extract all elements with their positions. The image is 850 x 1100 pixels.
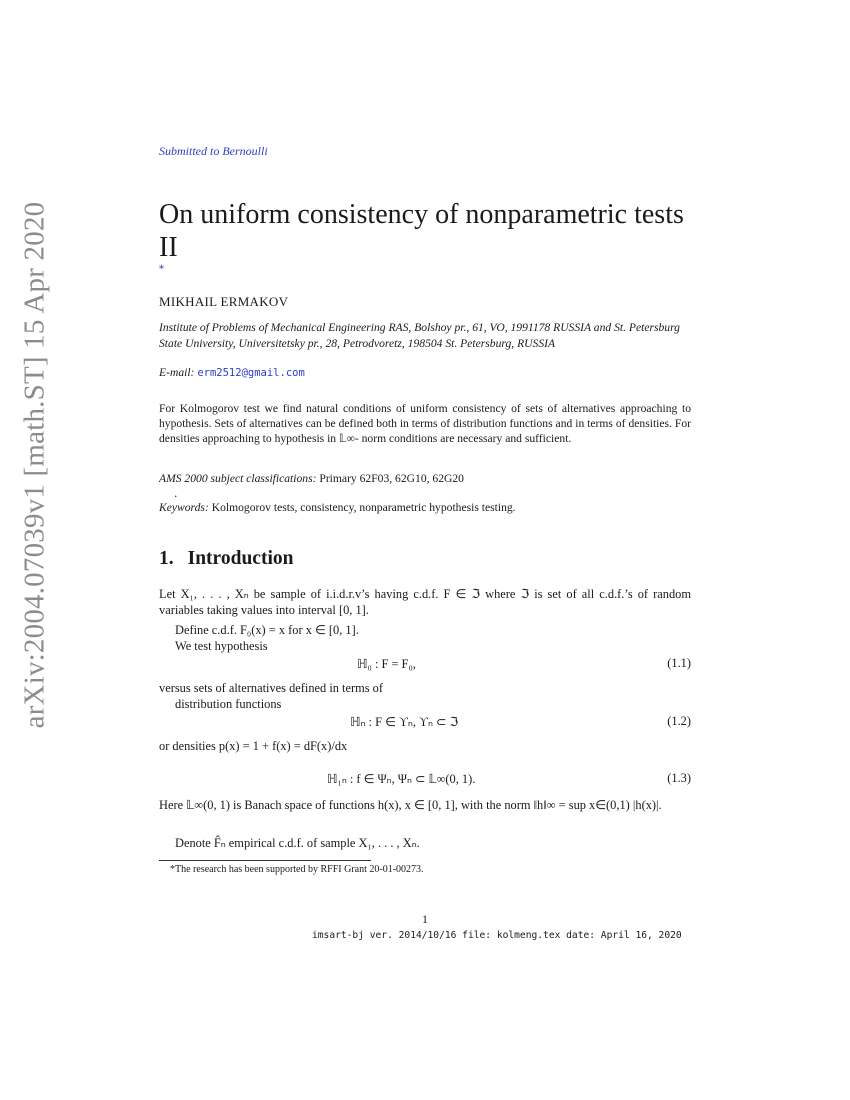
author-email [159,366,305,379]
paper-title: On uniform consistency of nonparametric tests II [159,199,684,263]
arxiv-id-text: arXiv:2004.07039v1 [math.ST] 15 Apr 2020 [18,201,51,729]
submitted-to-link[interactable]: Submitted to Bernoulli [159,144,268,158]
equation-1-3: ℍ₁ₙ : f ∈ Ψₙ, Ψₙ ⊂ 𝕃∞(0, 1). [327,772,476,786]
paragraph-setup: Let X₁, . . . , Xₙ be sample of i.i.d.r.v’s having c.d.f. F ∈ ℑ where ℑ is set of all c.d.f.’s of random variables taking values into interval [0, 1]. [159,587,691,617]
keywords-label: Keywords: [159,501,209,514]
keywords [159,501,516,514]
equation-1-2: ℍₙ : F ∈ ϒₙ, ϒₙ ⊂ ℑ [350,715,459,729]
paragraph-banach-space: Here 𝕃∞(0, 1) is Banach space of functions h(x), x ∈ [0, 1], with the norm ‖h‖∞ = sup x∈(0,1) |h(x)|. [159,798,662,812]
paragraph-distribution-functions: distribution functions [175,697,282,711]
footnote-rule [159,860,371,861]
arxiv-sidebar-stamp [10,0,60,1100]
ams-value: Primary 62F03, 62G10, 62G20 [319,472,464,485]
equation-number-1-3: (1.3) [667,771,691,785]
abstract: For Kolmogorov test we find natural conditions of uniform consistency of sets of alternatives approaching to hypothesis. Sets of alternatives can be defined both in terms of distribution functions and in terms of densities. For densities approaching to hypothesis in 𝕃∞- norm conditions are necessary and sufficient. [159,402,691,446]
section-heading-introduction [159,548,293,570]
equation-number-1-1: (1.1) [667,656,691,670]
page-number: 1 [422,912,428,926]
keywords-value: Kolmogorov tests, consistency, nonparametric hypothesis testing. [211,501,516,514]
equation-number-1-2: (1.2) [667,714,691,728]
paragraph-test-hypothesis: We test hypothesis [175,639,268,653]
title-footnote-mark[interactable]: * [159,264,164,275]
page-footer: imsart-bj ver. 2014/10/16 file: kolmeng.tex date: April 16, 2020 [312,930,682,941]
paragraph-empirical-cdf: Denote F̂ₙ empirical c.d.f. of sample X₁, . . . , Xₙ. [175,836,420,850]
email-link[interactable]: erm2512@gmail.com [197,367,305,379]
author-affiliation: Institute of Problems of Mechanical Engineering RAS, Bolshoy pr., 61, VO, 1991178 RUSSIA and St. Petersburg State University, Universitetsky pr., 28, Petrodvoretz, 198504 St. Petersburg, RUSSIA [159,321,680,350]
author-name: MIKHAIL ERMAKOV [159,294,289,309]
email-label: E-mail: [159,366,195,379]
separator-dot: . [174,487,178,500]
paragraph-define-cdf: Define c.d.f. F₀(x) = x for x ∈ [0, 1]. [175,623,359,637]
ams-label: AMS 2000 subject classifications: [159,472,317,485]
paragraph-densities: or densities p(x) = 1 + f(x) = dF(x)/dx [159,739,348,753]
ams-classifications [159,472,464,485]
footnote: *The research has been supported by RFFI Grant 20-01-00273. [170,864,424,875]
equation-1-1: ℍ₀ : F = F₀, [357,657,416,671]
section-number: 1. [159,548,174,569]
paragraph-versus: versus sets of alternatives defined in terms of [159,681,383,695]
section-title: Introduction [187,548,294,569]
